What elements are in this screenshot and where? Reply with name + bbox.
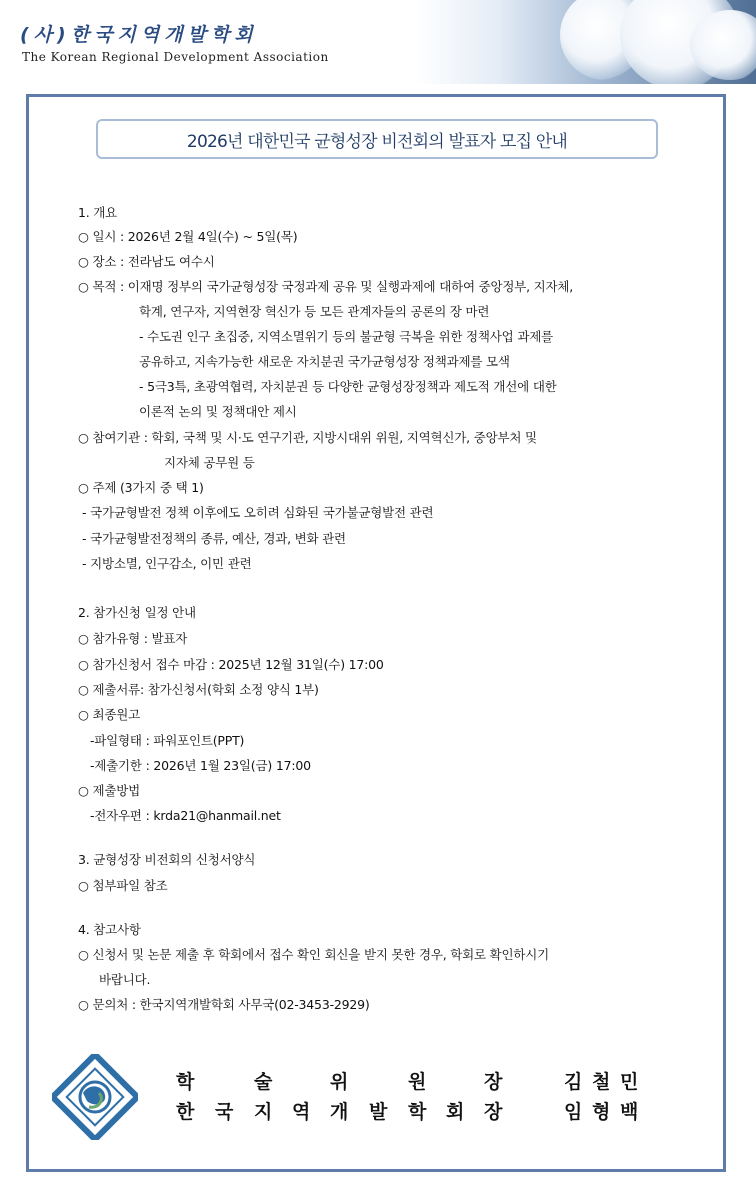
- signature-char: 지: [254, 1101, 273, 1123]
- list-item: 지자체 공무원 등: [164, 455, 255, 470]
- signature-char: 민: [620, 1071, 639, 1093]
- list-item: ○ 첨부파일 참조: [78, 878, 168, 893]
- section-heading: 4. 참고사항: [78, 922, 141, 937]
- signature-char: 형: [592, 1101, 611, 1123]
- section-heading: 2. 참가신청 일정 안내: [78, 605, 196, 620]
- signature-row-president: [0, 1097, 756, 1123]
- signature-char: 술: [254, 1071, 273, 1093]
- list-item: ○ 주제 (3가지 중 택 1): [78, 480, 204, 495]
- list-item: -파일형태 : 파워포인트(PPT): [90, 733, 245, 748]
- section-heading: 1. 개요: [78, 205, 118, 220]
- list-item: -전자우편 : krda21@hanmail.net: [90, 808, 281, 823]
- signature-char: 철: [592, 1071, 611, 1093]
- list-item: ○ 참가신청서 접수 마감 : 2025년 12월 31일(수) 17:00: [78, 657, 384, 672]
- list-item: ○ 제출방법: [78, 783, 140, 798]
- signature-char: 역: [292, 1101, 311, 1123]
- association-name-kr: (사)한국지역개발학회: [20, 24, 258, 46]
- signature-char: 임: [564, 1101, 583, 1123]
- section-heading: 3. 균형성장 비전회의 신청서양식: [78, 852, 256, 867]
- list-item: ○ 목적 : 이재명 정부의 국가균형성장 국정과제 공유 및 실행과제에 대하여 중앙정부, 지자체,: [78, 279, 574, 294]
- list-item: 이론적 논의 및 정책대안 제시: [139, 404, 297, 419]
- list-item: ○ 참가유형 : 발표자: [78, 631, 188, 646]
- list-item: - 수도권 인구 초집중, 지역소멸위기 등의 불균형 극복을 위한 정책사업 과제를: [139, 329, 553, 344]
- list-item: - 5극3특, 초광역협력, 자치분권 등 다양한 균형성장정책과 제도적 개선에 대한: [139, 379, 557, 394]
- signature-char: 국: [215, 1101, 234, 1123]
- list-item: ○ 제출서류: 참가신청서(학회 소정 양식 1부): [78, 682, 319, 697]
- signature-char: 개: [330, 1101, 349, 1123]
- document-title: 2026년 대한민국 균형성장 비전회의 발표자 모집 안내: [96, 119, 658, 159]
- signature-char: 장: [484, 1101, 503, 1123]
- signature-char: 김: [564, 1071, 583, 1093]
- list-item: 바랍니다.: [99, 972, 151, 987]
- association-name-en: The Korean Regional Development Association: [22, 50, 329, 64]
- signature-char: 발: [369, 1101, 388, 1123]
- signature-char: 원: [408, 1071, 427, 1093]
- list-item: ○ 신청서 및 논문 제출 후 학회에서 접수 확인 회신을 받지 못한 경우, 학회로 확인하시기: [78, 947, 550, 962]
- header-banner: [0, 0, 756, 84]
- list-item: - 국가균형발전정책의 종류, 예산, 경과, 변화 관련: [82, 531, 346, 546]
- signature-char: 위: [330, 1071, 349, 1093]
- signature-char: 회: [446, 1101, 465, 1123]
- list-item: - 지방소멸, 인구감소, 이민 관련: [82, 556, 252, 571]
- list-item: ○ 문의처 : 한국지역개발학회 사무국(02-3453-2929): [78, 997, 370, 1012]
- signature-char: 학: [176, 1071, 195, 1093]
- signature-char: 장: [484, 1071, 503, 1093]
- signature-char: 백: [620, 1101, 639, 1123]
- list-item: 학계, 연구자, 지역현장 혁신가 등 모든 관계자들의 공론의 장 마련: [139, 304, 490, 319]
- list-item: ○ 일시 : 2026년 2월 4일(수) ~ 5일(목): [78, 229, 298, 244]
- list-item: 공유하고, 지속가능한 새로운 자치분권 국가균형성장 정책과제를 모색: [139, 354, 510, 369]
- signature-char: 한: [176, 1101, 195, 1123]
- list-item: ○ 참여기관 : 학회, 국책 및 시·도 연구기관, 지방시대위 위원, 지역혁신가, 중앙부처 및: [78, 430, 537, 445]
- list-item: ○ 장소 : 전라남도 여수시: [78, 254, 215, 269]
- signature-row-committee: [0, 1067, 756, 1093]
- list-item: -제출기한 : 2026년 1월 23일(금) 17:00: [90, 758, 311, 773]
- list-item: ○ 최종원고: [78, 707, 140, 722]
- signature-char: 학: [408, 1101, 427, 1123]
- list-item: - 국가균형발전 정책 이후에도 오히려 심화된 국가불균형발전 관련: [82, 505, 434, 520]
